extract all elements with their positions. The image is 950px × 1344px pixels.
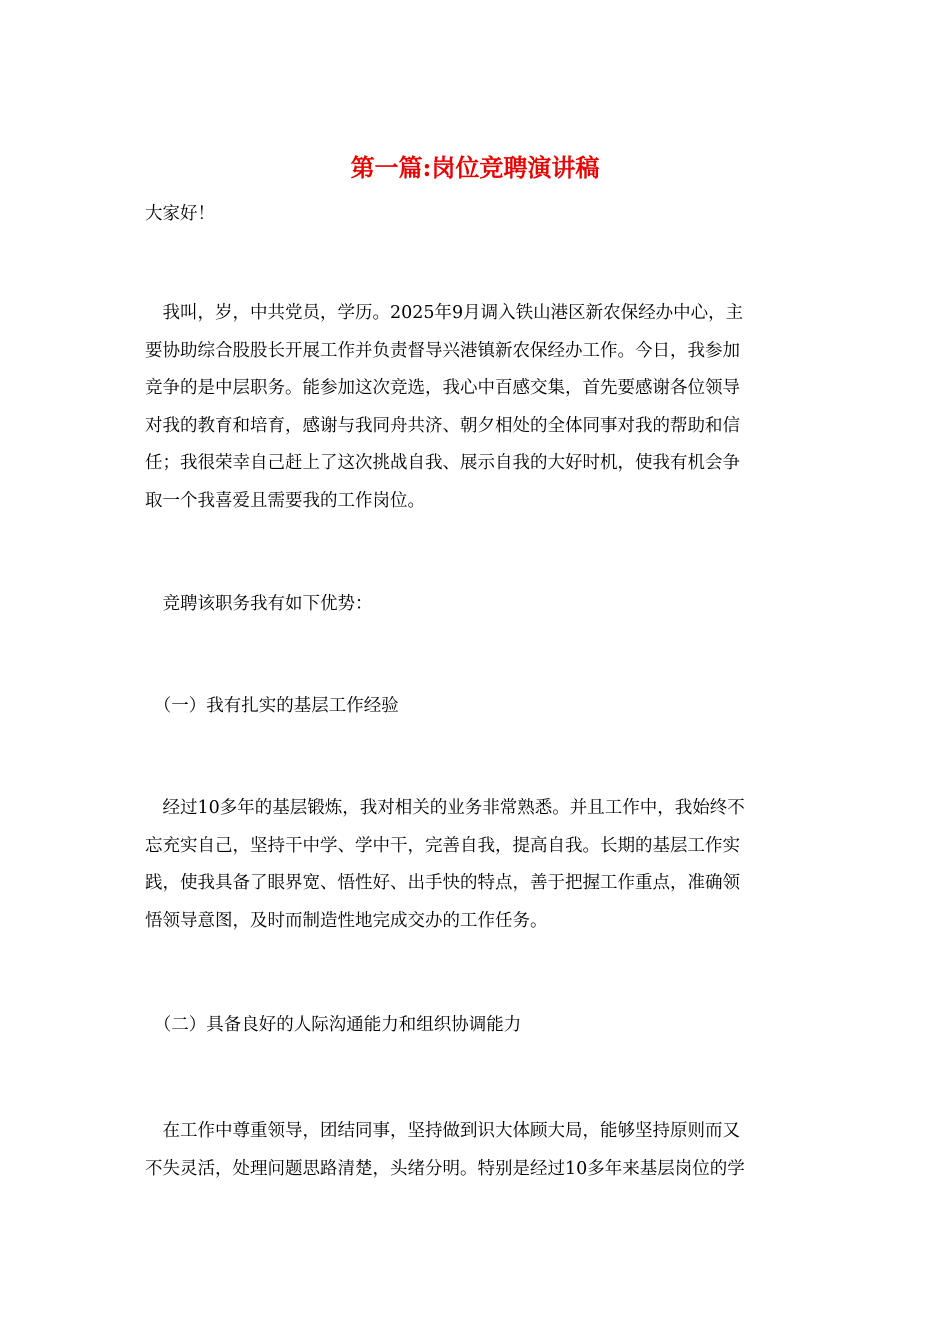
paragraph-line: 践，使我具备了眼界宽、悟性好、出手快的特点，善于把握工作重点，准确领 — [145, 873, 740, 893]
section-paragraph-1 — [145, 790, 805, 940]
paragraph-line: 经过10多年的基层锻炼，我对相关的业务非常熟悉。并且工作中，我始终不 — [145, 798, 745, 818]
paragraph-line: 忘充实自己，坚持干中学、学中干，完善自我，提高自我。长期的基层工作实 — [145, 835, 740, 856]
paragraph-line: 不失灵活，处理问题思路清楚，头绪分明。特别是经过10多年来基层岗位的学 — [145, 1158, 745, 1179]
advantages-intro: 竞聘该职务我有如下优势： — [145, 594, 373, 614]
section-heading-2: （二）具备良好的人际沟通能力和组织协调能力 — [145, 1015, 522, 1035]
paragraph-line: 在工作中尊重领导，团结同事，坚持做到识大体顾大局，能够坚持原则而又 — [145, 1121, 740, 1141]
paragraph-line: 要协助综合股股长开展工作并负责督导兴港镇新农保经办工作。今日，我参加 — [145, 340, 740, 361]
paragraph-line: 悟领导意图，及时而制造性地完成交办的工作任务。 — [145, 910, 548, 931]
paragraph-line: 我叫，岁，中共党员，学历。2025年9月调入铁山港区新农保经办中心，主 — [145, 303, 744, 323]
section-heading-1: （一）我有扎实的基层工作经验 — [145, 696, 399, 716]
greeting: 大家好！ — [145, 204, 215, 224]
paragraph-line: 取一个我喜爱且需要我的工作岗位。 — [145, 490, 425, 511]
paragraph-line: 任；我很荣幸自己赶上了这次挑战自我、展示自我的大好时机，使我有机会争 — [145, 453, 740, 473]
intro-paragraph — [145, 295, 805, 520]
document-title: 第一篇:岗位竞聘演讲稿 — [350, 153, 600, 182]
paragraph-line: 对我的教育和培育，感谢与我同舟共济、朝夕相处的全体同事对我的帮助和信 — [145, 415, 740, 436]
section-paragraph-2 — [145, 1113, 805, 1188]
paragraph-line: 竞争的是中层职务。能参加这次竞选，我心中百感交集，首先要感谢各位领导 — [145, 378, 740, 398]
